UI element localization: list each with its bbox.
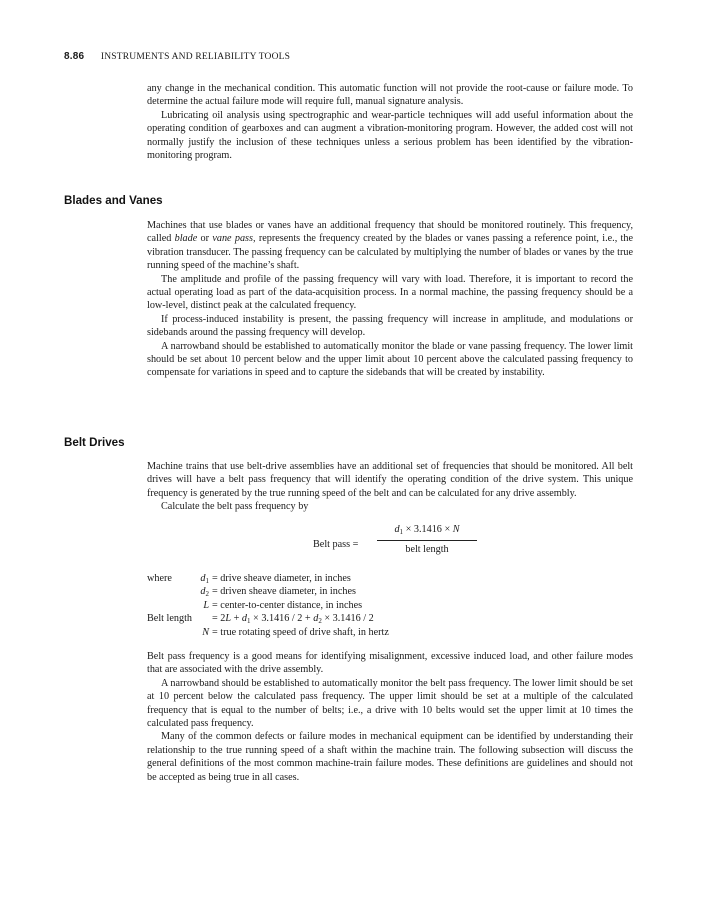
section-heading-blades: Blades and Vanes [64, 194, 163, 207]
bl-part-a: = 2 [212, 613, 226, 625]
variable-definitions [147, 572, 633, 639]
where-label: where [147, 573, 172, 584]
belts-section-bottom [147, 650, 633, 784]
eq-mult: × 3.1416 × [403, 524, 453, 535]
eq-d-sub: 1 [399, 528, 404, 536]
fraction-bar [377, 540, 477, 541]
bl-d2: d [313, 613, 319, 625]
belts-paragraph-5: Many of the common defects or failure modes in mechanical equipment can be identified by understanding their relationship to the true running speed of a shaft within the machine train. The following subsection will discuss the general definitions of the most common machine-train failure modes. These definitions are guidelines and should not be accepted as being true in all cases. [147, 731, 633, 783]
definition-L: = center-to-center distance, in inches [212, 599, 363, 611]
definition-d1: = drive sheave diameter, in inches [212, 573, 351, 584]
equation-numerator [377, 523, 477, 537]
definition-row-N [147, 626, 633, 639]
blades-p1-text-c: represents the frequency created by the blades or vanes passing a reference point, i.e., the vibration transducer. The passing frequency can be calculated by multiplying the number of blades or vanes by the true running speed of the machine’s shaft. [147, 233, 633, 272]
page-number: 8.86 [64, 51, 85, 62]
intro-paragraph-2: Lubricating oil analysis using spectrographic and wear-particle techniques will add useful information about the operating condition of gearboxes and can augment a vibration-monitoring program. However, the added cost will not normally justify the inclusion of these techniques unless a serious problem has been identified by the vibration-monitoring program. [147, 109, 633, 162]
definition-row-d2 [147, 585, 633, 598]
symbol-L-letter: L [203, 599, 209, 611]
blades-paragraph-3: If process-induced instability is present, the passing frequency will increase in amplitude, and modulations or sidebands around the passing frequency will develop. [147, 313, 633, 339]
blades-p1-text-a: Machines that use blades or vanes have an additional frequency that should be monitored routinely. This frequency, called [147, 220, 633, 245]
belts-paragraph-2: Calculate the belt pass frequency by [161, 501, 309, 513]
symbol-d2-letter: d [200, 586, 206, 598]
bl-d2-sub: 2 [318, 617, 322, 626]
running-title: INSTRUMENTS AND RELIABILITY TOOLS [100, 52, 291, 62]
blades-term-vane-pass: vane pass, [212, 233, 256, 245]
bl-L: L [225, 613, 232, 625]
bl-d1: d [241, 613, 247, 625]
eq-d: d [394, 524, 400, 535]
intro-paragraph-1: any change in the mechanical condition. This automatic function will not provide the root-cause or failure mode. To determine the actual failure mode will require full, manual signature analysis. [147, 83, 633, 108]
eq-N: N [452, 524, 460, 535]
symbol-d1-sub: 1 [205, 577, 209, 585]
blades-term-blade: blade [174, 233, 198, 245]
blades-paragraph-4: A narrowband should be established to automatically monitor the blade or vane passing frequency. The lower limit should be set about 10 percent below and the upper limit about 10 percent above the calculated passing frequency to compensate for variations in speed and to capture the sidebands that will be created by instability. [147, 340, 633, 379]
symbol-L [203, 599, 209, 612]
bl-d1-sub: 1 [247, 617, 251, 626]
blades-section [147, 219, 633, 380]
definition-row-d1 [147, 572, 633, 585]
intro-section [147, 82, 633, 162]
symbol-N [202, 626, 209, 639]
definition-row-belt-length [147, 612, 633, 625]
belt-length-label: Belt length [147, 613, 192, 625]
bl-part-b: + [231, 613, 242, 625]
belts-paragraph-3: Belt pass frequency is a good means for identifying misalignment, excessive induced load, and other failure modes that are associated with the drive assembly. [147, 651, 633, 676]
section-heading-belts: Belt Drives [64, 436, 125, 449]
blades-p1-text-b: or [197, 233, 213, 245]
belts-paragraph-1: Machine trains that use belt-drive assemblies have an additional set of frequencies that should be monitored. All belt drives will have a belt pass frequency that will identify the operating condition of the drive system. This unique frequency is generated by the true running speed of the belt and can be calculated for any drive assembly. [147, 461, 633, 499]
blades-paragraph-1 [147, 219, 633, 273]
definition-N: = true rotating speed of drive shaft, in hertz [212, 626, 389, 638]
belt-length-formula [212, 612, 374, 625]
symbol-d1-letter: d [200, 573, 206, 584]
equation-lhs: Belt pass = [313, 539, 359, 550]
symbol-d1 [200, 572, 209, 585]
symbol-d2-sub: 2 [205, 590, 209, 599]
symbol-N-letter: N [202, 626, 209, 638]
belts-section-top [147, 460, 633, 514]
equation-fraction [377, 523, 477, 556]
equation-denominator: belt length [405, 544, 449, 555]
definition-d2: = driven sheave diameter, in inches [212, 586, 356, 598]
definition-row-L [147, 599, 633, 612]
blades-paragraph-2: The amplitude and profile of the passing frequency will vary with load. Therefore, it is important to record the actual operating load as part of the data-acquisition process. In a normal machine, the passing frequency should be a low-level, distinct peak at the calculated frequency. [147, 273, 633, 312]
bl-part-c: × 3.1416 / 2 + [250, 613, 314, 625]
symbol-d2 [200, 585, 209, 598]
belts-paragraph-4: A narrowband should be established to automatically monitor the belt pass frequency. The lower limit should be set at 10 percent below the calculated pass frequency. The upper limit should be set at a multiple of the calculated frequency that is equal to the number of belts; i.e., a drive with 10 belts would set the upper limit at 10 times the calculated pass frequency. [147, 677, 633, 730]
bl-part-e: × 3.1416 / 2 [321, 613, 374, 625]
belt-pass-equation [313, 523, 483, 563]
running-header [64, 51, 290, 62]
